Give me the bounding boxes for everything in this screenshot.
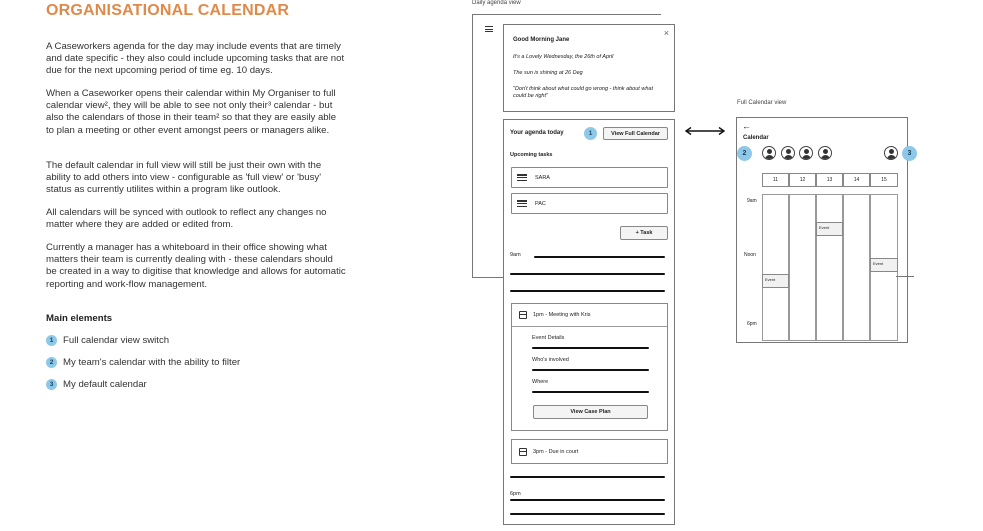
- detail-line: [532, 369, 649, 371]
- view-case-plan-button[interactable]: View Case Plan: [533, 405, 648, 419]
- paragraph-default-calendar: The default calendar in full view will still be just their own with the ability to add others into view - configurable as 'full view' or 'busy' status as currently utilites within a program like outlook.: [46, 160, 322, 196]
- list-icon: [517, 174, 527, 181]
- calendar-title: Calendar: [743, 135, 769, 141]
- schedule-line: [510, 476, 665, 478]
- badge-1: 1: [584, 127, 597, 140]
- main-elements-heading: Main elements: [46, 313, 113, 324]
- team-member-avatar[interactable]: [799, 146, 813, 160]
- upcoming-tasks-title: Upcoming tasks: [510, 152, 553, 158]
- whos-involved-label: Who's involved: [532, 357, 569, 363]
- number-badge: 2: [46, 357, 57, 368]
- badge-3: 3: [902, 146, 917, 161]
- menu-icon[interactable]: [485, 26, 493, 32]
- event-details-label: Event Details: [532, 335, 565, 341]
- main-element-label: My default calendar: [63, 379, 147, 390]
- greeting-card: [503, 24, 675, 112]
- main-element-label: Full calendar view switch: [63, 335, 170, 346]
- where-label: Where: [532, 379, 549, 385]
- date-line: It's a Lovely Wednesday, the 26th of April: [513, 54, 614, 60]
- day-column[interactable]: [843, 194, 870, 341]
- time-label-6pm: 6pm: [510, 491, 521, 497]
- task-label: SARA: [535, 174, 550, 181]
- main-element-item: [46, 379, 147, 390]
- number-badge: 1: [46, 335, 57, 346]
- quote-text: "Don't think about what could go wrong - think about what could be right": [513, 86, 653, 99]
- event-title: 3pm - Due in court: [533, 449, 579, 455]
- task-label: PAC: [535, 200, 546, 207]
- agenda-panel: [503, 119, 675, 525]
- day-header: 12: [789, 173, 816, 187]
- schedule-line: [510, 273, 665, 275]
- time-label-9am: 9am: [510, 252, 521, 258]
- calendar-icon: [519, 311, 527, 319]
- guide-line: [896, 276, 914, 277]
- schedule-line: [510, 513, 665, 515]
- day-column[interactable]: [762, 194, 789, 341]
- daily-view-caption: Daily agenda view: [472, 0, 521, 6]
- day-column[interactable]: [789, 194, 816, 341]
- time-label: Noon: [744, 252, 756, 258]
- view-full-calendar-button[interactable]: View Full Calendar: [603, 127, 668, 140]
- my-avatar[interactable]: [884, 146, 898, 160]
- calendar-event[interactable]: Event: [762, 274, 789, 288]
- schedule-line: [510, 499, 665, 501]
- detail-line: [532, 347, 649, 349]
- day-header: 14: [843, 173, 870, 187]
- team-member-avatar[interactable]: [818, 146, 832, 160]
- team-member-avatar[interactable]: [762, 146, 776, 160]
- greeting-text: Good Morning Jane: [513, 37, 570, 43]
- schedule-line: [534, 256, 665, 258]
- full-calendar-panel: [736, 117, 908, 343]
- paragraph-outlook-sync: All calendars will be synced with outlook to reflect any changes no matter where they are added or edited from.: [46, 207, 327, 231]
- day-header: 15: [870, 173, 898, 187]
- day-header: 11: [762, 173, 789, 187]
- task-row[interactable]: [511, 167, 668, 188]
- time-label: 9am: [747, 198, 757, 204]
- calendar-icon: [519, 448, 527, 456]
- back-arrow-icon[interactable]: ←: [742, 121, 751, 131]
- paragraph-agenda: A Caseworkers agenda for the day may include events that are timely and date specific - they also could include upcoming tasks that are not due for the next upcoming period of time eg. 10 days.: [46, 41, 345, 77]
- add-task-button[interactable]: + Task: [620, 226, 668, 240]
- event-card-meeting[interactable]: [511, 303, 668, 431]
- time-label: 6pm: [747, 321, 757, 327]
- double-arrow-icon: [684, 123, 726, 133]
- main-element-item: [46, 357, 240, 368]
- divider: [512, 326, 667, 327]
- main-element-label: My team's calendar with the ability to filter: [63, 357, 241, 368]
- task-row[interactable]: [511, 193, 668, 214]
- agenda-title: Your agenda today: [510, 130, 564, 136]
- paragraph-full-view: When a Caseworker opens their calendar within My Organiser to full calendar view², they will be able to see not only their³ calendar - but also the calendars of those in their team² so that they are easily able to plan a meeting or other event amongst peers or managers alike.: [46, 88, 337, 136]
- team-member-avatar[interactable]: [781, 146, 795, 160]
- page-title: ORGANISATIONAL CALENDAR: [46, 2, 290, 19]
- badge-2: 2: [737, 146, 752, 161]
- number-badge: 3: [46, 379, 57, 390]
- full-view-caption: Full Calendar view: [737, 100, 787, 106]
- close-icon[interactable]: ×: [663, 28, 669, 38]
- weather-line: The sun is shining at 26 Deg: [513, 70, 583, 76]
- day-header: 13: [816, 173, 843, 187]
- event-title: 1pm - Meeting with Kris: [533, 312, 591, 318]
- calendar-event[interactable]: Event: [816, 222, 843, 236]
- main-element-item: [46, 335, 169, 346]
- day-column[interactable]: [816, 194, 843, 341]
- list-icon: [517, 200, 527, 207]
- calendar-event[interactable]: Event: [870, 258, 898, 272]
- schedule-line: [510, 290, 665, 292]
- paragraph-whiteboard: Currently a manager has a whiteboard in their office showing what matters their team is currently dealing with - these calendars should be created in a way to digitise that knowledge and allows for automatic reporting and work-flow management.: [46, 242, 346, 290]
- detail-line: [532, 391, 649, 393]
- event-card-court[interactable]: [511, 439, 668, 464]
